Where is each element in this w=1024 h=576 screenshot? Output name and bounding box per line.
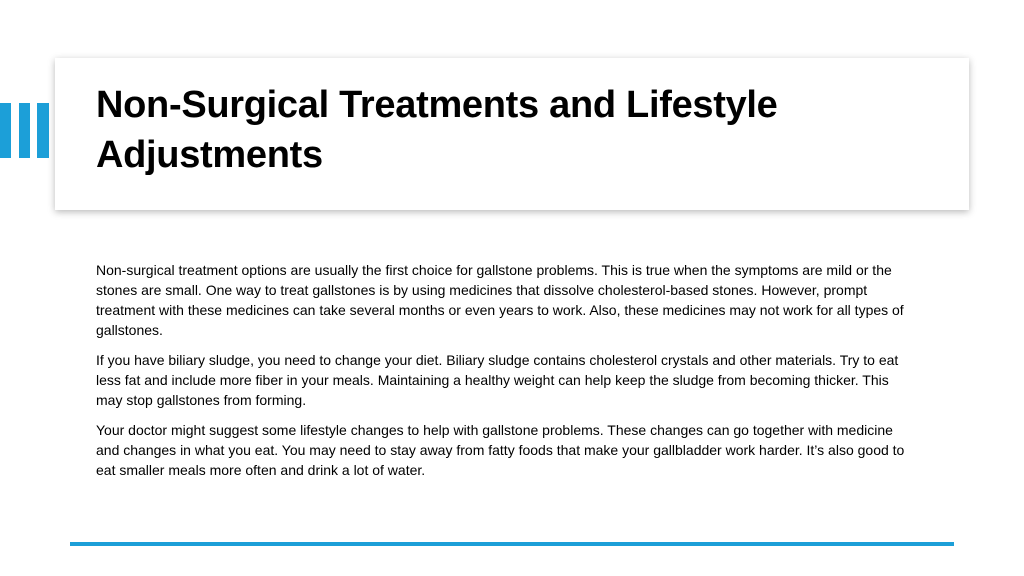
accent-bar bbox=[19, 103, 30, 158]
body-paragraph: Your doctor might suggest some lifestyle changes to help with gallstone problems. These changes can go together with medicine and changes in what you eat. You may need to stay away from fatty foods that make your gallbladder work harder. It’s also good to eat smaller meals more often and drink a lot of water. bbox=[96, 422, 905, 478]
accent-bar bbox=[0, 103, 11, 158]
title-card bbox=[55, 58, 969, 210]
bottom-divider bbox=[70, 542, 954, 546]
body-paragraph: Non-surgical treatment options are usually the first choice for gallstone problems. This is true when the symptoms are mild or the stones are small. One way to treat gallstones is by using medicines that dissolve cholesterol-based stones. However, prompt treatment with these medicines can take several months or even years to work. Also, these medicines may not work for all types of gallstones. bbox=[96, 262, 904, 338]
slide-body bbox=[96, 260, 908, 490]
accent-bars-decoration bbox=[0, 103, 53, 158]
slide-title: Non-Surgical Treatments and Lifestyle Adjustments bbox=[96, 84, 778, 176]
body-paragraph: If you have biliary sludge, you need to change your diet. Biliary sludge contains cholesterol crystals and other materials. Try to eat less fat and include more fiber in your meals. Maintaining a healthy weight can help keep the sludge from becoming thicker. This may stop gallstones from forming. bbox=[96, 352, 899, 408]
accent-bar bbox=[37, 103, 49, 158]
